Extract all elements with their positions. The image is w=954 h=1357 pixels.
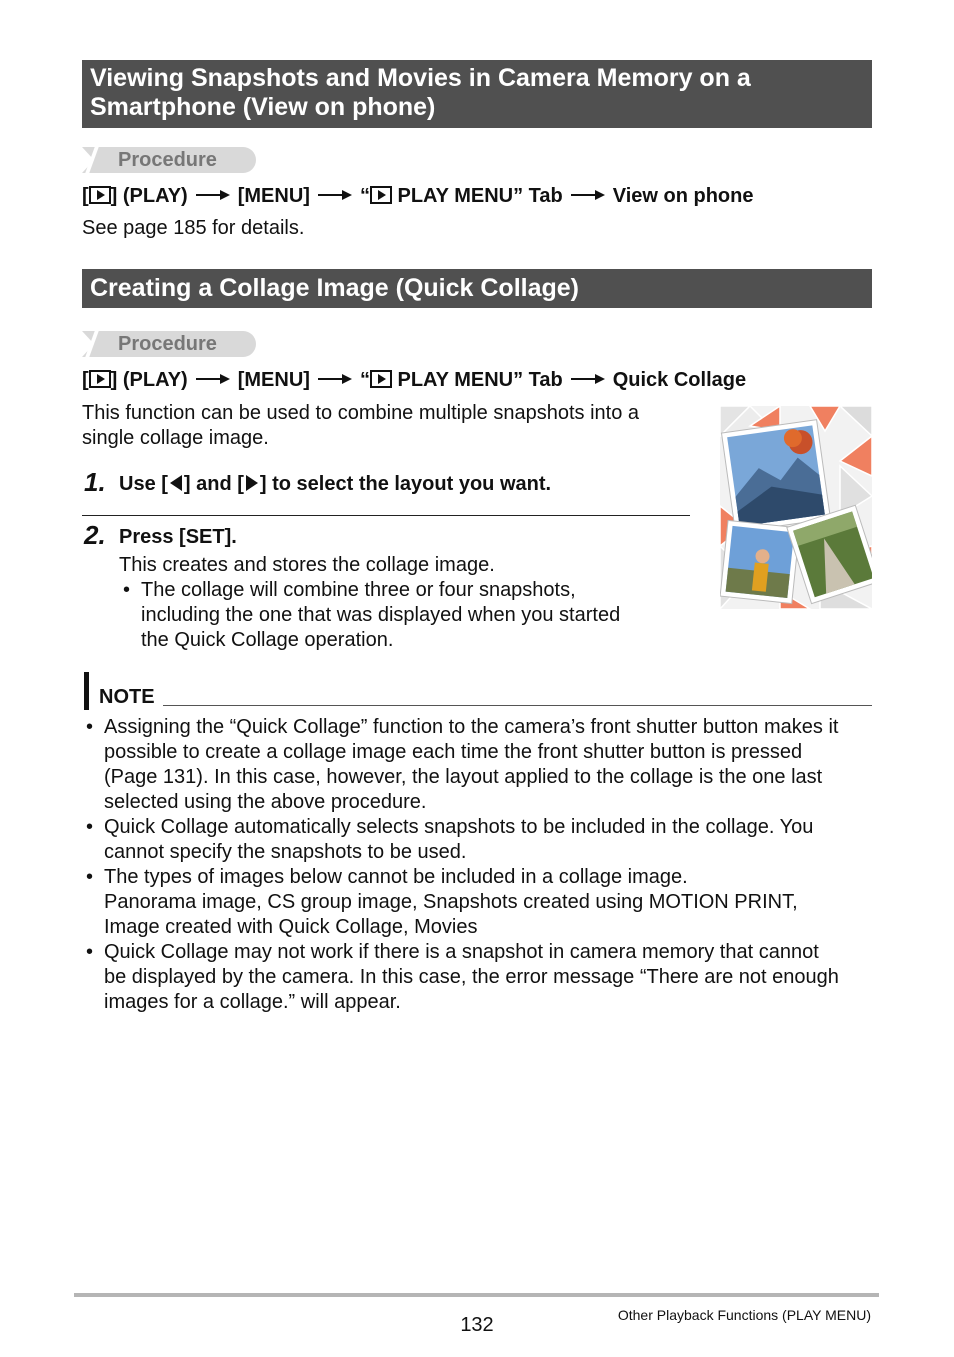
menu-path: [82, 368, 746, 392]
bracket: [: [82, 185, 89, 207]
bullet-line: the Quick Collage operation.: [141, 629, 394, 651]
menu-label: [MENU]: [237, 369, 310, 391]
target-label: View on phone: [612, 185, 754, 207]
bullet-line: • The collage will combine three or four snapshots,: [141, 579, 576, 601]
step1-text-part: Use [: [119, 473, 168, 495]
note-rule: [163, 705, 872, 706]
step-divider: [82, 515, 690, 516]
play-label: ] (PLAY): [110, 185, 188, 207]
collage-photo-mountains: [721, 420, 830, 532]
play-menu-tab-label: PLAY MENU” Tab: [397, 369, 563, 391]
quote: “: [359, 369, 370, 391]
section-title-line1: Viewing Snapshots and Movies in Camera Memory on a: [90, 64, 751, 92]
procedure-label: Procedure: [118, 149, 217, 171]
quote: “: [359, 185, 370, 207]
note-line: images for a collage.” will appear.: [104, 991, 401, 1013]
list-item: [82, 865, 882, 940]
step2-text: This creates and stores the collage image.: [119, 554, 495, 576]
note-line: be displayed by the camera. In this case, the error message “There are not enough: [104, 966, 839, 988]
list-item: [82, 815, 882, 865]
note-line: possible to create a collage image each time the front shutter button is pressed: [104, 741, 803, 763]
note-line: • Quick Collage automatically selects snapshots to be included in the collage. You: [104, 816, 814, 838]
step2-title: Press [SET].: [119, 526, 237, 548]
play-icon: [370, 186, 392, 204]
section-heading-view-on-phone: [82, 60, 872, 128]
procedure-tab: [82, 147, 256, 173]
section-title-line2: Smartphone (View on phone): [90, 93, 436, 121]
play-icon: [370, 370, 392, 388]
menu-path: [82, 184, 753, 208]
step1-text: [119, 473, 551, 496]
footer-section-title: Other Playback Functions (PLAY MENU): [617, 1307, 871, 1323]
note-line: Panorama image, CS group image, Snapshots created using MOTION PRINT,: [104, 891, 798, 913]
see-page-text: See page 185 for details.: [82, 217, 305, 239]
procedure-tab: [82, 331, 256, 357]
step1-text-part: ] and [: [183, 473, 244, 495]
step-number: 1.: [84, 467, 106, 497]
bullet-line: including the one that was displayed when you started: [141, 604, 621, 626]
intro-line: single collage image.: [82, 427, 269, 449]
arrow-right-icon: [318, 374, 352, 384]
menu-label: [MENU]: [237, 185, 310, 207]
note-line: selected using the above procedure.: [104, 791, 427, 813]
arrow-right-icon: [196, 374, 230, 384]
note-line: • The types of images below cannot be included in a collage image.: [104, 866, 688, 888]
arrow-right-icon: [571, 190, 605, 200]
step2-bullets: [119, 578, 689, 653]
arrow-right-icon: [571, 374, 605, 384]
note-list: [82, 715, 882, 1015]
target-label: Quick Collage: [612, 369, 747, 391]
left-arrow-icon: [170, 475, 182, 491]
page-number: 132: [460, 1314, 494, 1336]
bracket: [: [82, 369, 89, 391]
procedure-label: Procedure: [118, 333, 217, 355]
note-marker: [84, 672, 89, 710]
play-menu-tab-label: PLAY MENU” Tab: [397, 185, 563, 207]
intro-text: [82, 401, 702, 451]
note-line: Image created with Quick Collage, Movies: [104, 916, 478, 938]
step-number: 2.: [84, 520, 106, 550]
list-item: [82, 940, 882, 1015]
arrow-right-icon: [196, 190, 230, 200]
footer-rule: [74, 1293, 879, 1297]
collage-photo-person: [720, 520, 800, 603]
play-icon: [89, 186, 111, 204]
intro-line: This function can be used to combine multiple snapshots into a: [82, 402, 639, 424]
section-heading-quick-collage: [82, 269, 872, 308]
note-line: • Quick Collage may not work if there is a snapshot in camera memory that cannot: [104, 941, 819, 963]
note-line: cannot specify the snapshots to be used.: [104, 841, 467, 863]
note-label: NOTE: [99, 686, 155, 708]
step1-text-part: ] to select the layout you want.: [259, 473, 552, 495]
note-line: • Assigning the “Quick Collage” function to the camera’s front shutter button makes it: [104, 716, 839, 738]
collage-illustration: [720, 406, 872, 609]
list-item: [119, 578, 689, 653]
note-line: (Page 131). In this case, however, the layout applied to the collage is the one last: [104, 766, 823, 788]
arrow-right-icon: [318, 190, 352, 200]
list-item: [82, 715, 882, 815]
play-icon: [89, 370, 111, 388]
play-label: ] (PLAY): [110, 369, 188, 391]
section-title: Creating a Collage Image (Quick Collage): [90, 274, 580, 302]
right-arrow-icon: [246, 475, 258, 491]
